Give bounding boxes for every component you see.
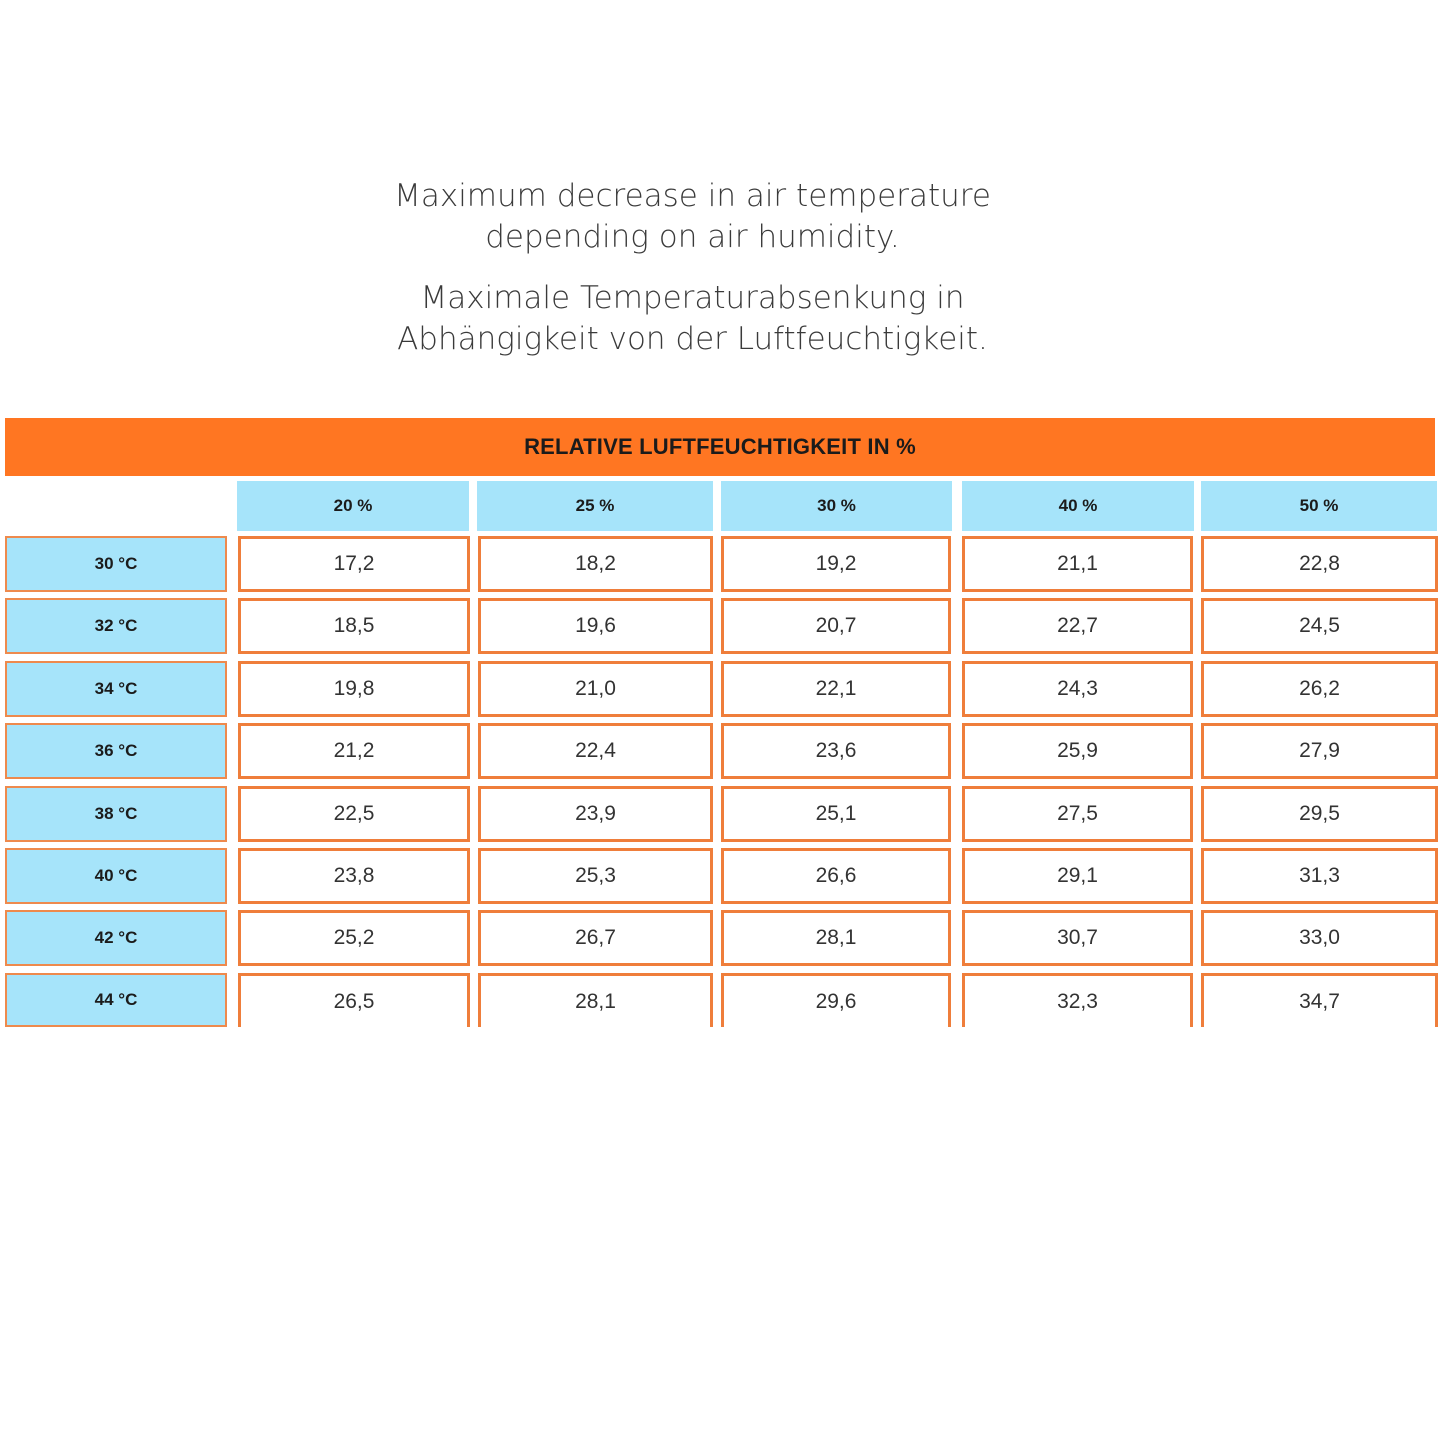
table-cell: 21,0 <box>478 661 713 717</box>
table-cell: 22,1 <box>721 661 951 717</box>
table-cell: 27,9 <box>1201 723 1438 779</box>
table-cell: 19,6 <box>478 598 713 654</box>
humidity-banner-label: RELATIVE LUFTFEUCHTIGKEIT IN % <box>524 434 916 459</box>
column-header: 40 % <box>962 481 1194 531</box>
table-cell: 23,8 <box>238 848 470 904</box>
title-german <box>0 278 1385 360</box>
row-header: 36 °C <box>5 723 227 779</box>
table-cell: 25,1 <box>721 786 951 842</box>
table-cell: 26,7 <box>478 910 713 966</box>
table-cell: 24,5 <box>1201 598 1438 654</box>
row-header: 30 °C <box>5 536 227 592</box>
table-cell: 23,6 <box>721 723 951 779</box>
table-cell: 22,8 <box>1201 536 1438 592</box>
table-cell: 28,1 <box>721 910 951 966</box>
table-cell: 34,7 <box>1201 973 1438 1027</box>
title-german-line-1: Maximale Temperaturabsenkung in <box>420 280 965 316</box>
column-header: 20 % <box>237 481 469 531</box>
table-cell: 26,5 <box>238 973 470 1027</box>
column-header: 30 % <box>721 481 952 531</box>
table-cell: 23,9 <box>478 786 713 842</box>
title-english-line-1: Maximum decrease in air temperature <box>394 178 991 214</box>
table-cell: 20,7 <box>721 598 951 654</box>
table-cell: 25,2 <box>238 910 470 966</box>
title-english <box>0 176 1385 258</box>
table-cell: 28,1 <box>478 973 713 1027</box>
table-cell: 27,5 <box>962 786 1193 842</box>
table-cell: 30,7 <box>962 910 1193 966</box>
table-cell: 26,2 <box>1201 661 1438 717</box>
table-cell: 18,5 <box>238 598 470 654</box>
table-cell: 18,2 <box>478 536 713 592</box>
table-cell: 31,3 <box>1201 848 1438 904</box>
table-cell: 29,6 <box>721 973 951 1027</box>
table-cell: 22,7 <box>962 598 1193 654</box>
table-cell: 19,2 <box>721 536 951 592</box>
table-cell: 22,5 <box>238 786 470 842</box>
table-cell: 24,3 <box>962 661 1193 717</box>
title-english-line-2: depending on air humidity. <box>485 219 900 255</box>
table-cell: 29,1 <box>962 848 1193 904</box>
table-cell: 21,1 <box>962 536 1193 592</box>
table-cell: 22,4 <box>478 723 713 779</box>
row-header: 40 °C <box>5 848 227 904</box>
table-cell: 29,5 <box>1201 786 1438 842</box>
table-cell: 26,6 <box>721 848 951 904</box>
row-header: 32 °C <box>5 598 227 654</box>
row-header: 38 °C <box>5 786 227 842</box>
table-cell: 21,2 <box>238 723 470 779</box>
table-cell: 25,3 <box>478 848 713 904</box>
row-header: 42 °C <box>5 910 227 966</box>
table-cell: 25,9 <box>962 723 1193 779</box>
humidity-banner <box>5 418 1435 476</box>
table-cell: 33,0 <box>1201 910 1438 966</box>
row-header: 34 °C <box>5 661 227 717</box>
row-header: 44 °C <box>5 973 227 1027</box>
table-cell: 19,8 <box>238 661 470 717</box>
table-cell: 17,2 <box>238 536 470 592</box>
column-header: 50 % <box>1201 481 1437 531</box>
title-german-line-2: Abhängigkeit von der Luftfeuchtigkeit. <box>397 321 988 357</box>
table-cell: 32,3 <box>962 973 1193 1027</box>
column-header: 25 % <box>477 481 713 531</box>
